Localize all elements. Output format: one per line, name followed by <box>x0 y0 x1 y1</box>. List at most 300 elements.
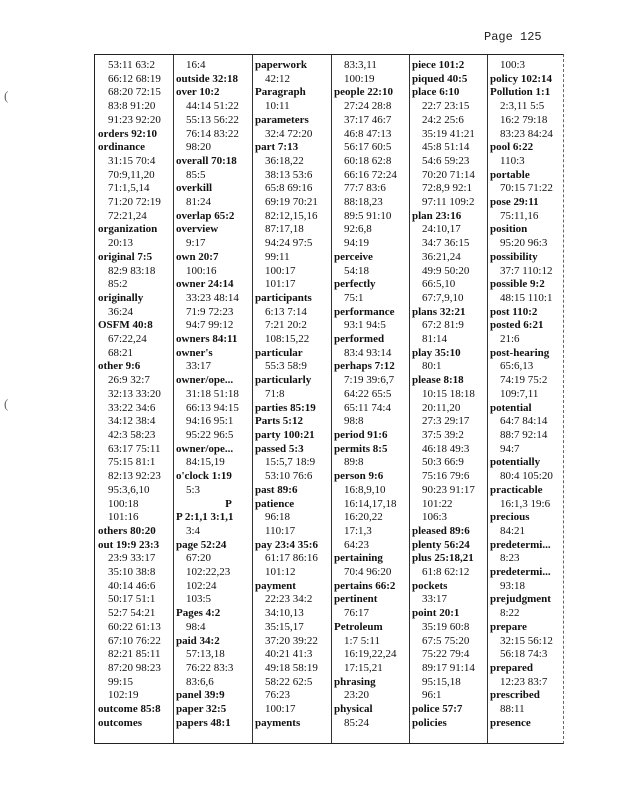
index-term: predetermi... <box>490 566 551 579</box>
index-term: perceive <box>334 250 373 263</box>
index-page-refs: 106:3 <box>422 511 448 524</box>
index-page-refs: 87:20 98:23 <box>108 661 161 674</box>
index-page-refs: 67:5 75:20 <box>422 634 470 647</box>
index-page-refs: 101:17 <box>265 278 296 291</box>
index-page-refs: 85:24 <box>344 716 370 729</box>
index-term: play 35:10 <box>412 346 461 359</box>
index-term: over 10:2 <box>176 86 220 99</box>
index-page-refs: 102:24 <box>186 579 217 592</box>
index-term: passed 5:3 <box>255 442 304 455</box>
index-term: piqued 40:5 <box>412 72 468 85</box>
index-page-refs: 94:7 <box>500 442 520 455</box>
index-column-2 <box>176 59 251 743</box>
index-page-refs: 32:4 72:20 <box>265 127 313 140</box>
index-term: pockets <box>412 579 448 592</box>
index-page-refs: 89:17 91:14 <box>422 661 475 674</box>
index-page-refs: 7:21 20:2 <box>265 319 307 332</box>
index-page-refs: 16:19,22,24 <box>344 648 397 661</box>
index-term: outside 32:18 <box>176 72 239 85</box>
index-page-refs: 77:7 83:6 <box>344 182 386 195</box>
index-page-refs: 60:18 62:8 <box>344 154 392 167</box>
index-term: prejudgment <box>490 593 551 606</box>
index-column-4 <box>334 59 408 743</box>
index-term: other 9:6 <box>98 360 141 373</box>
index-page-refs: 67:7,9,10 <box>422 291 464 304</box>
index-page-refs: 65:6,13 <box>500 360 534 373</box>
index-page-refs: 75:16 79:6 <box>422 470 470 483</box>
index-term: pose 29:11 <box>490 196 539 209</box>
index-page-refs: 65:11 74:4 <box>344 401 391 414</box>
index-page-refs: 88:18,23 <box>344 196 383 209</box>
index-page-refs: 94:19 <box>344 237 370 250</box>
index-page-refs: 6:13 7:14 <box>265 305 307 318</box>
index-term: owners 84:11 <box>176 333 238 346</box>
index-term: pay 23:4 35:6 <box>255 538 318 551</box>
index-term: people 22:10 <box>334 86 393 99</box>
index-page-refs: 80:4 105:20 <box>500 470 553 483</box>
index-term: person 9:6 <box>334 470 384 483</box>
index-page-refs: 68:20 72:15 <box>108 86 161 99</box>
index-page-refs: 5:3 <box>186 483 201 496</box>
index-page-refs: 89:5 91:10 <box>344 209 392 222</box>
index-term: overall 70:18 <box>176 154 237 167</box>
index-page-refs: 71:9 72:23 <box>186 305 234 318</box>
index-page-refs: 33:17 <box>186 360 212 373</box>
index-page-refs: 64:22 65:5 <box>344 387 392 400</box>
index-term: perhaps 7:12 <box>334 360 395 373</box>
index-term: own 20:7 <box>176 250 219 263</box>
index-page-refs: 110:17 <box>265 524 296 537</box>
index-page-refs: 82:9 83:18 <box>108 264 156 277</box>
index-page-refs: 71:20 72:19 <box>108 196 161 209</box>
index-term: party 100:21 <box>255 428 315 441</box>
index-page-refs: 8:23 <box>500 552 520 565</box>
index-page-refs: 1:7 5:11 <box>344 634 380 647</box>
index-page-refs: 88:11 <box>500 703 525 716</box>
index-term: policy 102:14 <box>490 72 553 85</box>
index-term: plans 32:21 <box>412 305 466 318</box>
index-page-refs: 92:6,8 <box>344 223 372 236</box>
index-column-5 <box>412 59 486 743</box>
index-term: page 52:24 <box>176 538 227 551</box>
index-page-refs: 27:3 29:17 <box>422 415 470 428</box>
index-page-refs: 84:21 <box>500 524 526 537</box>
index-page-refs: 57:13,18 <box>186 648 225 661</box>
index-page-refs: 82:12,15,16 <box>265 209 318 222</box>
index-page-refs: 9:17 <box>186 237 206 250</box>
index-term: Pages 4:2 <box>176 607 221 620</box>
index-page-refs: 37:7 110:12 <box>500 264 553 277</box>
index-page-refs: 20:13 <box>108 237 134 250</box>
index-page-refs: 3:4 <box>186 524 201 537</box>
index-page-refs: 70:20 71:14 <box>422 168 475 181</box>
index-page-refs: 32:13 33:20 <box>108 387 161 400</box>
index-term: perfectly <box>334 278 376 291</box>
index-term: others 80:20 <box>98 524 156 537</box>
index-page-refs: 108:15,22 <box>265 333 310 346</box>
index-page-refs: 36:18,22 <box>265 154 304 167</box>
index-term: police 57:7 <box>412 703 463 716</box>
index-term: place 6:10 <box>412 86 460 99</box>
index-term: post-hearing <box>490 346 550 359</box>
index-page-refs: 64:23 <box>344 538 370 551</box>
column-divider <box>331 55 332 743</box>
index-page-refs: 72:8,9 92:1 <box>422 182 473 195</box>
index-term: phrasing <box>334 675 376 688</box>
index-page-refs: 32:15 56:12 <box>500 634 553 647</box>
index-page-refs: 17:1,3 <box>344 524 372 537</box>
index-term: plenty 56:24 <box>412 538 470 551</box>
index-term: potentially <box>490 456 541 469</box>
index-term: permits 8:5 <box>334 442 388 455</box>
index-page-refs: 24:10,17 <box>422 223 461 236</box>
index-page-refs: 35:19 60:8 <box>422 620 470 633</box>
index-page-refs: 100:3 <box>500 59 526 71</box>
index-page-refs: 85:2 <box>108 278 128 291</box>
index-term: please 8:18 <box>412 374 464 387</box>
index-page-refs: 95:3,6,10 <box>108 483 150 496</box>
index-term: precious <box>490 511 530 524</box>
index-term: predetermi... <box>490 538 551 551</box>
index-page-refs: 23:20 <box>344 689 370 702</box>
index-term: owner 24:14 <box>176 278 234 291</box>
index-page-refs: 83:6,6 <box>186 675 214 688</box>
index-page-refs: 83:8 91:20 <box>108 100 156 113</box>
index-page-refs: 49:9 50:20 <box>422 264 470 277</box>
index-page-refs: 61:17 86:16 <box>265 552 318 565</box>
index-term: parties 85:19 <box>255 401 316 414</box>
index-term: point 20:1 <box>412 607 460 620</box>
index-term: presence <box>490 716 531 729</box>
index-term: original 7:5 <box>98 250 153 263</box>
index-page-refs: 70:9,11,20 <box>108 168 155 181</box>
index-page-refs: 26:9 32:7 <box>108 374 150 387</box>
index-page-refs: 23:9 33:17 <box>108 552 156 565</box>
section-letter: P <box>225 497 232 510</box>
index-page-refs: 54:18 <box>344 264 370 277</box>
column-divider <box>487 55 488 743</box>
index-page-refs: 45:8 51:14 <box>422 141 470 154</box>
index-page-refs: 20:11,20 <box>422 401 461 414</box>
index-term: particular <box>255 346 303 359</box>
index-term: Parts 5:12 <box>255 415 303 428</box>
index-term: paper 32:5 <box>176 703 227 716</box>
index-page-refs: 55:3 58:9 <box>265 360 307 373</box>
index-term: performance <box>334 305 395 318</box>
index-page-refs: 84:15,19 <box>186 456 225 469</box>
index-page-refs: 101:16 <box>108 511 139 524</box>
index-page-refs: 2:3,11 5:5 <box>500 100 545 113</box>
index-page-refs: 101:22 <box>422 497 453 510</box>
index-page-refs: 53:10 76:6 <box>265 470 313 483</box>
index-page-refs: 56:18 74:3 <box>500 648 548 661</box>
index-page-refs: 75:1 <box>344 291 364 304</box>
index-term: parameters <box>255 113 309 126</box>
index-page-refs: 53:11 63:2 <box>108 59 155 71</box>
index-page-refs: 88:7 92:14 <box>500 428 548 441</box>
index-page-refs: 35:15,17 <box>265 620 304 633</box>
index-term: paid 34:2 <box>176 634 220 647</box>
index-page-refs: 98:8 <box>344 415 364 428</box>
index-page-refs: 96:1 <box>422 689 442 702</box>
index-page-refs: 100:17 <box>265 703 296 716</box>
index-page-refs: 98:20 <box>186 141 212 154</box>
index-page-refs: 31:15 70:4 <box>108 154 156 167</box>
index-page-refs: 74:19 75:2 <box>500 374 548 387</box>
index-page-refs: 37:17 46:7 <box>344 113 392 126</box>
index-page-refs: 49:18 58:19 <box>265 661 318 674</box>
index-page-refs: 48:15 110:1 <box>500 291 553 304</box>
index-page-refs: 44:14 51:22 <box>186 100 239 113</box>
index-page-refs: 81:24 <box>186 196 212 209</box>
index-term: pertinent <box>334 593 378 606</box>
index-term: OSFM 40:8 <box>98 319 153 332</box>
index-term: past 89:6 <box>255 483 298 496</box>
index-page-refs: 93:18 <box>500 579 526 592</box>
index-page-refs: 37:5 39:2 <box>422 428 464 441</box>
index-page-refs: 17:15,21 <box>344 661 383 674</box>
index-term: physical <box>334 703 373 716</box>
index-page-refs: 81:14 <box>422 333 448 346</box>
index-page-refs: 40:14 46:6 <box>108 579 156 592</box>
index-page-refs: 71:8 <box>265 387 285 400</box>
index-page-refs: 96:18 <box>265 511 291 524</box>
index-term: overlap 65:2 <box>176 209 235 222</box>
index-page-refs: 91:23 92:20 <box>108 113 161 126</box>
index-page-refs: 103:5 <box>186 593 212 606</box>
index-term: ordinance <box>98 141 146 154</box>
index-page-refs: 67:20 <box>186 552 212 565</box>
index-page-refs: 76:14 83:22 <box>186 127 239 140</box>
index-page-refs: 46:18 49:3 <box>422 442 470 455</box>
index-page-refs: 82:21 85:11 <box>108 648 161 661</box>
index-page-refs: 66:13 94:15 <box>186 401 239 414</box>
index-page-refs: 67:10 76:22 <box>108 634 161 647</box>
index-term: Paragraph <box>255 86 306 99</box>
index-page-refs: 12:23 83:7 <box>500 675 548 688</box>
index-page-refs: 24:2 25:6 <box>422 113 464 126</box>
index-page-refs: 58:22 62:5 <box>265 675 313 688</box>
margin-mark: ( <box>4 396 9 411</box>
index-page-refs: 22:7 23:15 <box>422 100 470 113</box>
index-page-refs: 50:3 66:9 <box>422 456 464 469</box>
index-page-refs: 21:6 <box>500 333 520 346</box>
index-page-refs: 36:21,24 <box>422 250 461 263</box>
index-term: policies <box>412 716 447 729</box>
index-term: pool 6:22 <box>490 141 534 154</box>
index-page-refs: 76:17 <box>344 607 370 620</box>
index-term: Petroleum <box>334 620 383 633</box>
index-term: position <box>490 223 528 236</box>
index-page-refs: 40:21 41:3 <box>265 648 313 661</box>
index-page-refs: 68:21 <box>108 346 134 359</box>
index-page-refs: 87:17,18 <box>265 223 304 236</box>
index-page-refs: 10:11 <box>265 100 290 113</box>
index-page-refs: 82:13 92:23 <box>108 470 161 483</box>
index-page-refs: 16:8,9,10 <box>344 483 386 496</box>
index-page-refs: 35:10 38:8 <box>108 566 156 579</box>
index-page-refs: 76:22 83:3 <box>186 661 234 674</box>
column-divider <box>252 55 253 743</box>
index-term: prescribed <box>490 689 540 702</box>
index-column-1 <box>98 59 172 743</box>
index-page-refs: 98:4 <box>186 620 206 633</box>
index-term: out 19:9 23:3 <box>98 538 160 551</box>
index-term: owner/ope... <box>176 442 234 455</box>
index-page-refs: 27:24 28:8 <box>344 100 392 113</box>
index-page-refs: 109:7,11 <box>500 387 539 400</box>
page-number-label: Page 125 <box>484 30 542 44</box>
index-term: patience <box>255 497 295 510</box>
index-page-refs: 99:11 <box>265 250 290 263</box>
index-page-refs: 75:11,16 <box>500 209 539 222</box>
index-term: orders 92:10 <box>98 127 157 140</box>
index-term: pertains 66:2 <box>334 579 396 592</box>
index-page-refs: 76:23 <box>265 689 291 702</box>
index-term: portable <box>490 168 530 181</box>
index-page-refs: 89:8 <box>344 456 364 469</box>
index-page-refs: 83:4 93:14 <box>344 346 392 359</box>
index-page-refs: 33:17 <box>422 593 448 606</box>
index-term: Pollution 1:1 <box>490 86 551 99</box>
index-page-refs: 63:17 75:11 <box>108 442 161 455</box>
index-term: overkill <box>176 182 213 195</box>
index-page-refs: 36:24 <box>108 305 134 318</box>
index-term: organization <box>98 223 158 236</box>
index-page-refs: 95:20 96:3 <box>500 237 548 250</box>
index-page-refs: 110:3 <box>500 154 525 167</box>
index-page-refs: 100:18 <box>108 497 139 510</box>
index-term: period 91:6 <box>334 428 388 441</box>
index-term: panel 39:9 <box>176 689 225 702</box>
index-page-refs: 67:2 81:9 <box>422 319 464 332</box>
index-page-refs: 33:22 34:6 <box>108 401 156 414</box>
index-term: plan 23:16 <box>412 209 462 222</box>
index-page-refs: 8:22 <box>500 607 520 620</box>
index-page-refs: 38:13 53:6 <box>265 168 313 181</box>
index-term: owner/ope... <box>176 374 234 387</box>
index-page-refs: 70:4 96:20 <box>344 566 392 579</box>
index-page-refs: 42:3 58:23 <box>108 428 156 441</box>
index-term: participants <box>255 291 312 304</box>
index-page-refs: 97:11 109:2 <box>422 196 475 209</box>
index-page-refs: 94:7 99:12 <box>186 319 234 332</box>
index-term: o'clock 1:19 <box>176 470 232 483</box>
index-column-3 <box>255 59 330 743</box>
index-page-refs: 52:7 54:21 <box>108 607 156 620</box>
index-term: P 2:1,1 3:1,1 <box>176 511 234 524</box>
index-term: pertaining <box>334 552 383 565</box>
index-page-refs: 100:16 <box>186 264 217 277</box>
index-page-refs: 16:2 79:18 <box>500 113 548 126</box>
index-term: part 7:13 <box>255 141 299 154</box>
index-page-refs: 66:5,10 <box>422 278 456 291</box>
index-page-refs: 99:15 <box>108 675 134 688</box>
index-page-refs: 71:1,5,14 <box>108 182 150 195</box>
index-page-refs: 83:23 84:24 <box>500 127 553 140</box>
index-page-refs: 16:1,3 19:6 <box>500 497 551 510</box>
index-page-refs: 94:24 97:5 <box>265 237 313 250</box>
index-page-refs: 61:8 62:12 <box>422 566 470 579</box>
index-page-refs: 16:14,17,18 <box>344 497 397 510</box>
index-page-refs: 46:8 47:13 <box>344 127 392 140</box>
index-page-refs: 60:22 61:13 <box>108 620 161 633</box>
index-page-refs: 72:21,24 <box>108 209 147 222</box>
index-page-refs: 90:23 91:17 <box>422 483 475 496</box>
index-page-refs: 69:19 70:21 <box>265 196 318 209</box>
index-term: prepared <box>490 661 533 674</box>
index-page-refs: 16:20,22 <box>344 511 383 524</box>
index-term: pleased 89:6 <box>412 524 470 537</box>
index-term: outcome 85:8 <box>98 703 161 716</box>
index-page-refs: 83:3,11 <box>344 59 377 71</box>
index-page-refs: 37:20 39:22 <box>265 634 318 647</box>
index-word-table <box>94 54 564 744</box>
index-term: post 110:2 <box>490 305 538 318</box>
index-page-refs: 70:15 71:22 <box>500 182 553 195</box>
index-page-refs: 80:1 <box>422 360 442 373</box>
index-page-refs: 31:18 51:18 <box>186 387 239 400</box>
index-page-refs: 42:12 <box>265 72 291 85</box>
index-page-refs: 102:22,23 <box>186 566 231 579</box>
index-term: payments <box>255 716 301 729</box>
index-term: payment <box>255 579 296 592</box>
index-term: originally <box>98 291 144 304</box>
index-term: possibility <box>490 250 538 263</box>
index-term: potential <box>490 401 532 414</box>
index-page-refs: 22:23 34:2 <box>265 593 313 606</box>
index-term: plus 25:18,21 <box>412 552 474 565</box>
index-page-refs: 93:1 94:5 <box>344 319 386 332</box>
column-divider <box>409 55 410 743</box>
index-page-refs: 54:6 59:23 <box>422 154 470 167</box>
index-term: possible 9:2 <box>490 278 545 291</box>
index-page-refs: 34:7 36:15 <box>422 237 470 250</box>
index-page-refs: 34:12 38:4 <box>108 415 156 428</box>
index-page-refs: 101:12 <box>265 566 296 579</box>
index-term: practicable <box>490 483 543 496</box>
index-term: paperwork <box>255 59 307 71</box>
index-page-refs: 85:5 <box>186 168 206 181</box>
index-page-refs: 34:10,13 <box>265 607 304 620</box>
index-term: overview <box>176 223 219 236</box>
index-page-refs: 66:12 68:19 <box>108 72 161 85</box>
index-page-refs: 16:4 <box>186 59 206 71</box>
index-page-refs: 56:17 60:5 <box>344 141 392 154</box>
index-page-refs: 75:22 79:4 <box>422 648 470 661</box>
index-page-refs: 95:22 96:5 <box>186 428 234 441</box>
index-page-refs: 100:17 <box>265 264 296 277</box>
index-term: particularly <box>255 374 312 387</box>
index-term: outcomes <box>98 716 142 729</box>
index-page-refs: 33:23 48:14 <box>186 291 239 304</box>
column-divider <box>173 55 174 743</box>
index-page-refs: 66:16 72:24 <box>344 168 397 181</box>
index-term: papers 48:1 <box>176 716 231 729</box>
index-page-refs: 65:8 69:16 <box>265 182 313 195</box>
index-page-refs: 50:17 51:1 <box>108 593 156 606</box>
index-term: owner's <box>176 346 213 359</box>
index-page-refs: 67:22,24 <box>108 333 147 346</box>
index-page-refs: 64:7 84:14 <box>500 415 548 428</box>
index-page-refs: 15:5,7 18:9 <box>265 456 316 469</box>
index-page-refs: 102:19 <box>108 689 139 702</box>
index-page-refs: 95:15,18 <box>422 675 461 688</box>
index-page-refs: 35:19 41:21 <box>422 127 475 140</box>
index-page-refs: 10:15 18:18 <box>422 387 475 400</box>
index-term: piece 101:2 <box>412 59 465 71</box>
index-page-refs: 94:16 95:1 <box>186 415 234 428</box>
